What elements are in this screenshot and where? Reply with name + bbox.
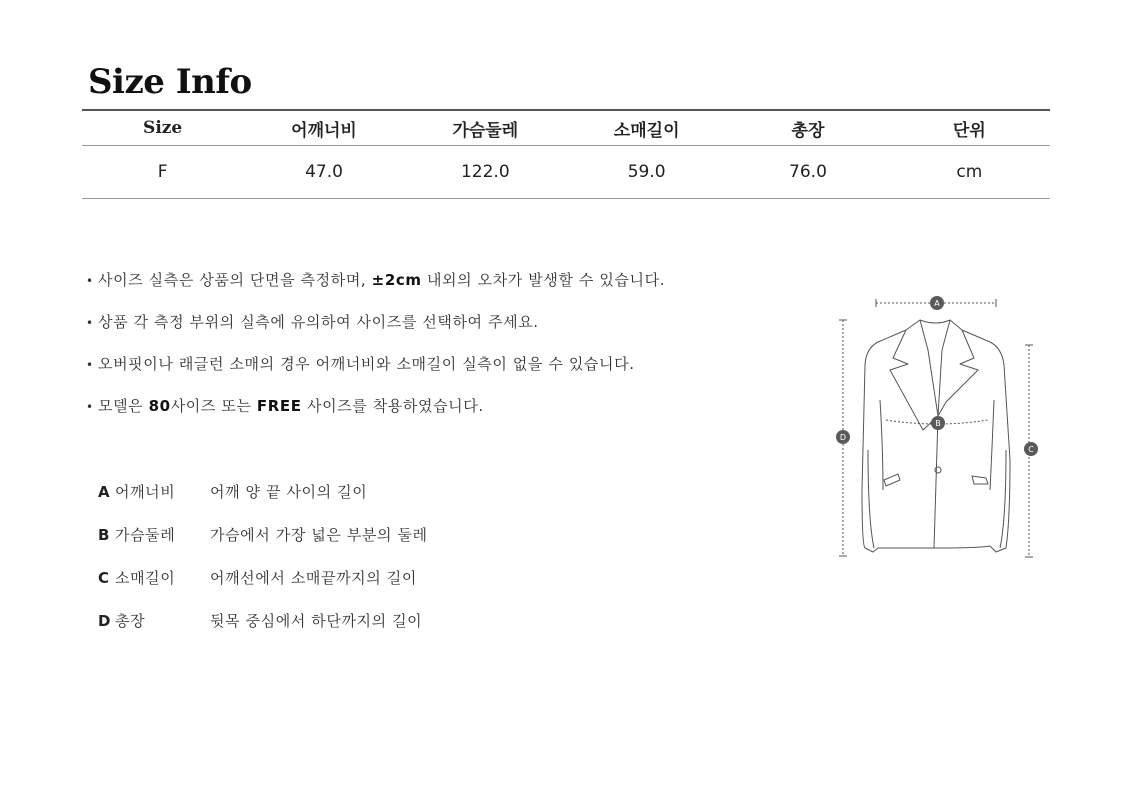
header-unit: 단위 — [889, 110, 1050, 146]
legend-name: 가슴둘레 — [115, 526, 176, 544]
bullet-icon: • — [86, 274, 94, 288]
legend-letter: A — [98, 483, 111, 501]
legend-desc: 어깨선에서 소매끝까지의 길이 — [210, 569, 417, 587]
legend-letter: B — [98, 526, 111, 544]
note-item: • 오버핏이나 래글런 소매의 경우 어깨너비와 소매길이 실측이 없을 수 있습니다. — [86, 350, 665, 392]
legend-row — [98, 607, 428, 650]
legend-row — [98, 478, 428, 521]
legend-letter: D — [98, 612, 112, 630]
cell-length: 76.0 — [727, 146, 888, 199]
cell-shoulder: 47.0 — [243, 146, 404, 199]
bullet-icon: • — [86, 358, 94, 372]
measurement-notes — [86, 266, 665, 434]
note-item: • 상품 각 측정 부위의 실측에 유의하여 사이즈를 선택하여 주세요. — [86, 308, 665, 350]
marker-c — [1024, 442, 1038, 456]
legend-row — [98, 564, 428, 607]
cell-sleeve: 59.0 — [566, 146, 727, 199]
bullet-icon: • — [86, 400, 94, 414]
note-item: • 사이즈 실측은 상품의 단면을 측정하며, ±2cm 내외의 오차가 발생할 수 있습니다. — [86, 266, 665, 308]
marker-a — [930, 296, 944, 310]
svg-text:B: B — [935, 419, 941, 428]
header-shoulder: 어깨너비 — [243, 110, 404, 146]
svg-text:C: C — [1028, 445, 1034, 454]
bullet-icon: • — [86, 316, 94, 330]
legend-name: 총장 — [115, 612, 146, 630]
svg-text:A: A — [934, 299, 940, 308]
size-table — [82, 109, 1050, 199]
legend-name: 어깨너비 — [115, 483, 176, 501]
legend-row — [98, 521, 428, 564]
jacket-outline-icon — [862, 320, 1010, 552]
legend-name: 소매길이 — [115, 569, 176, 587]
header-length: 총장 — [727, 110, 888, 146]
note-item: • 모델은 80사이즈 또는 FREE 사이즈를 착용하였습니다. — [86, 392, 665, 434]
legend-desc: 가슴에서 가장 넓은 부분의 둘레 — [210, 526, 428, 544]
table-header-row — [82, 110, 1050, 146]
cell-size: F — [82, 146, 243, 199]
page-title: Size Info — [88, 62, 252, 102]
marker-b — [931, 416, 945, 430]
svg-text:D: D — [839, 433, 847, 442]
legend-desc: 어깨 양 끝 사이의 길이 — [210, 483, 368, 501]
legend-desc: 뒷목 중심에서 하단까지의 길이 — [210, 612, 423, 630]
cell-unit: cm — [889, 146, 1050, 199]
header-size: Size — [82, 110, 243, 146]
header-chest: 가슴둘레 — [405, 110, 566, 146]
cell-chest: 122.0 — [405, 146, 566, 199]
header-sleeve: 소매길이 — [566, 110, 727, 146]
table-row — [82, 146, 1050, 199]
measurement-legend — [98, 478, 428, 650]
jacket-diagram — [828, 290, 1048, 565]
marker-d — [836, 430, 850, 444]
legend-letter: C — [98, 569, 110, 587]
